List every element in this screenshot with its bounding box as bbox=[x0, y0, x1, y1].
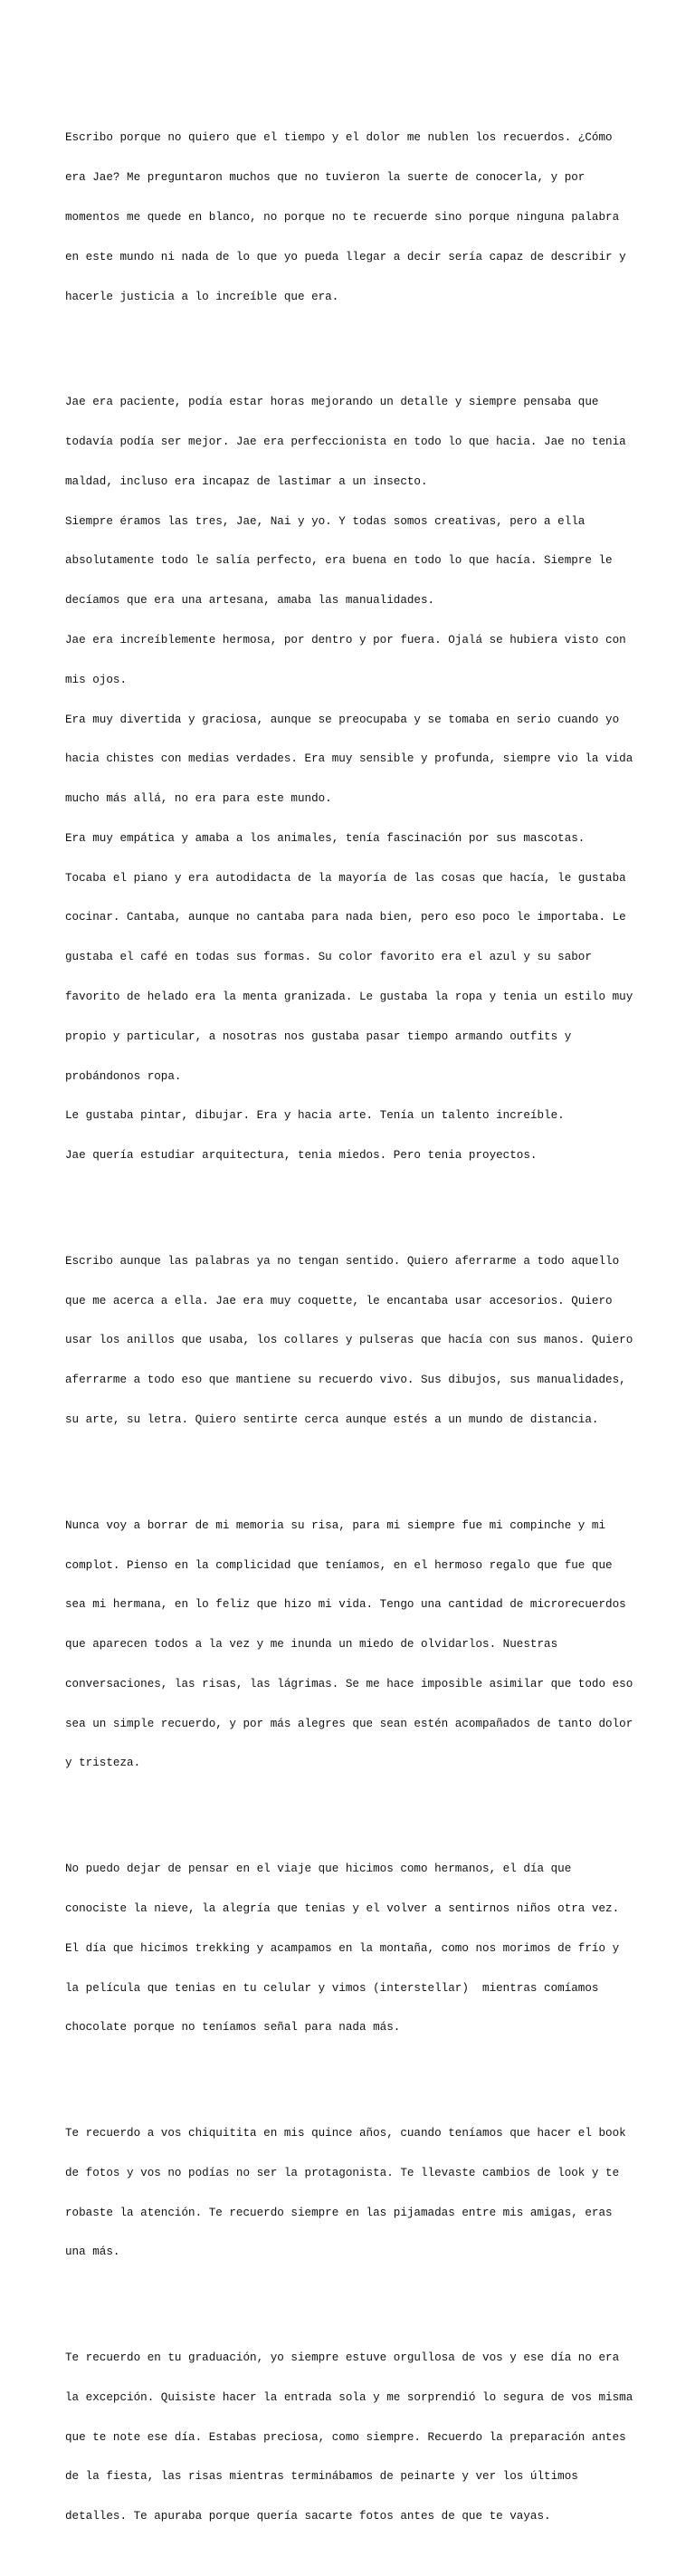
text-line: que aparecen todos a la vez y me inunda un miedo de olvidarlos. Nuestras bbox=[65, 1638, 558, 1652]
text-line: chocolate porque no teníamos señal para nada más. bbox=[65, 2021, 401, 2035]
text-line: favorito de helado era la menta granizada. Le gustaba la ropa y tenia un estilo muy bbox=[65, 990, 633, 1003]
text-line: Era muy empática y amaba a los animales, tenía fascinación por sus mascotas. bbox=[65, 831, 586, 845]
text-line: de fotos y vos no podías no ser la protagonista. Te llevaste cambios de look y te bbox=[65, 2166, 620, 2179]
text-line: propio y particular, a nosotras nos gustaba pasar tiempo armando outfits y bbox=[65, 1029, 572, 1043]
text-line: complot. Pienso en la complicidad que teníamos, en el hermoso regalo que fue que bbox=[65, 1558, 613, 1572]
text-line: El día que hicimos trekking y acampamos en la montaña, como nos morimos de frío y bbox=[65, 1941, 620, 1955]
text-line: Le gustaba pintar, dibujar. Era y hacia arte. Tenía un talento increíble. bbox=[65, 1109, 565, 1123]
text-line: Siempre éramos las tres, Jae, Nai y yo. Y todas somos creativas, pero a ella bbox=[65, 514, 586, 528]
text-line: Te recuerdo a vos chiquitita en mis quince años, cuando teníamos que hacer el book bbox=[65, 2127, 626, 2140]
text-line: aferrarme a todo eso que mantiene su recuerdo vivo. Sus dibujos, sus manualidades, bbox=[65, 1374, 626, 1387]
paragraph-6 bbox=[65, 2101, 644, 2285]
paragraph-7 bbox=[65, 2325, 644, 2550]
text-line: hacerle justicia a lo increíble que era. bbox=[65, 290, 339, 303]
text-line: Jae quería estudiar arquitectura, tenia miedos. Pero tenia proyectos. bbox=[65, 1149, 538, 1163]
text-line: sea mi hermana, en lo feliz que hizo mi vida. Tengo una cantidad de microrecuerdos bbox=[65, 1598, 626, 1612]
text-line: todavía podía ser mejor. Jae era perfeccionista en todo lo que hacia. Jae no tenia bbox=[65, 436, 626, 449]
text-line: detalles. Te apuraba porque quería sacarte fotos antes de que te vayas. bbox=[65, 2510, 551, 2523]
text-line: Era muy divertida y graciosa, aunque se preocupaba y se tomaba en serio cuando yo bbox=[65, 713, 620, 726]
text-line: Nunca voy a borrar de mi memoria su risa, para mi siempre fue mi compinche y mi bbox=[65, 1518, 606, 1532]
text-line: maldad, incluso era incapaz de lastimar a un insecto. bbox=[65, 474, 428, 488]
text-line: Escribo porque no quiero que el tiempo y el dolor me nublen los recuerdos. ¿Cómo bbox=[65, 131, 613, 145]
text-line: su arte, su letra. Quiero sentirte cerca aunque estés a un mundo de distancia. bbox=[65, 1412, 599, 1426]
text-line: robaste la atención. Te recuerdo siempre en las pijamadas entre mis amigas, eras bbox=[65, 2206, 613, 2219]
text-line: y tristeza. bbox=[65, 1757, 141, 1770]
text-line: una más. bbox=[65, 2246, 120, 2259]
text-line: mucho más allá, no era para este mundo. bbox=[65, 792, 332, 806]
text-line: usar los anillos que usaba, los collares y pulseras que hacía con sus manos. Quiero bbox=[65, 1334, 633, 1347]
text-line: Jae era paciente, podía estar horas mejorando un detalle y siempre pensaba que bbox=[65, 396, 599, 409]
text-line: era Jae? Me preguntaron muchos que no tuvieron la suerte de conocerla, y por bbox=[65, 171, 586, 185]
text-line: Escribo aunque las palabras ya no tengan sentido. Quiero aferrarme a todo aquello bbox=[65, 1254, 620, 1268]
paragraph-1 bbox=[65, 105, 644, 330]
text-line: conociste la nieve, la alegría que tenias y el volver a sentirnos niños otra vez. bbox=[65, 1901, 620, 1915]
text-line: mis ojos. bbox=[65, 673, 128, 686]
text-line: conversaciones, las risas, las lágrimas. Se me hace imposible asimilar que todo eso bbox=[65, 1677, 633, 1690]
text-line: la excepción. Quisiste hacer la entrada sola y me sorprendió lo segura de vos misma bbox=[65, 2390, 633, 2404]
text-line: probándonos ropa. bbox=[65, 1069, 182, 1083]
text-line: No puedo dejar de pensar en el viaje que hicimos como hermanos, el día que bbox=[65, 1863, 572, 1876]
text-line: cocinar. Cantaba, aunque no cantaba para nada bien, pero eso poco le importaba. Le bbox=[65, 911, 626, 924]
text-line: Te recuerdo en tu graduación, yo siempre estuve orgullosa de vos y ese día no era bbox=[65, 2351, 620, 2365]
document-body bbox=[65, 79, 644, 2576]
text-line: Tocaba el piano y era autodidacta de la mayoría de las cosas que hacía, le gustaba bbox=[65, 871, 626, 885]
text-line: la película que tenias en tu celular y vimos (interstellar) mientras comíamos bbox=[65, 1981, 599, 1995]
text-line: que me acerca a ella. Jae era muy coquette, le encantaba usar accesorios. Quiero bbox=[65, 1294, 613, 1307]
text-line: decíamos que era una artesana, amaba las manualidades. bbox=[65, 594, 435, 608]
text-line: Jae era increíblemente hermosa, por dentro y por fuera. Ojalá se hubiera visto con bbox=[65, 633, 626, 646]
paragraph-2 bbox=[65, 369, 644, 1189]
text-line: hacia chistes con medias verdades. Era muy sensible y profunda, siempre vio la vida bbox=[65, 752, 633, 766]
paragraph-5 bbox=[65, 1836, 644, 2061]
paragraph-3 bbox=[65, 1229, 644, 1453]
text-line: de la fiesta, las risas mientras terminábamos de peinarte y ver los últimos bbox=[65, 2470, 578, 2484]
text-line: en este mundo ni nada de lo que yo pueda llegar a decir sería capaz de describir y bbox=[65, 250, 626, 263]
text-line: sea un simple recuerdo, y por más alegres que sean estén acompañados de tanto dolor bbox=[65, 1717, 633, 1730]
text-line: momentos me quede en blanco, no porque no te recuerde sino porque ninguna palabra bbox=[65, 210, 620, 224]
text-line: absolutamente todo le salía perfecto, era buena en todo lo que hacía. Siempre le bbox=[65, 554, 613, 568]
text-line: gustaba el café en todas sus formas. Su color favorito era el azul y su sabor bbox=[65, 951, 592, 964]
text-line: que te note ese día. Estabas preciosa, como siempre. Recuerdo la preparación antes bbox=[65, 2430, 626, 2444]
paragraph-4 bbox=[65, 1493, 644, 1797]
